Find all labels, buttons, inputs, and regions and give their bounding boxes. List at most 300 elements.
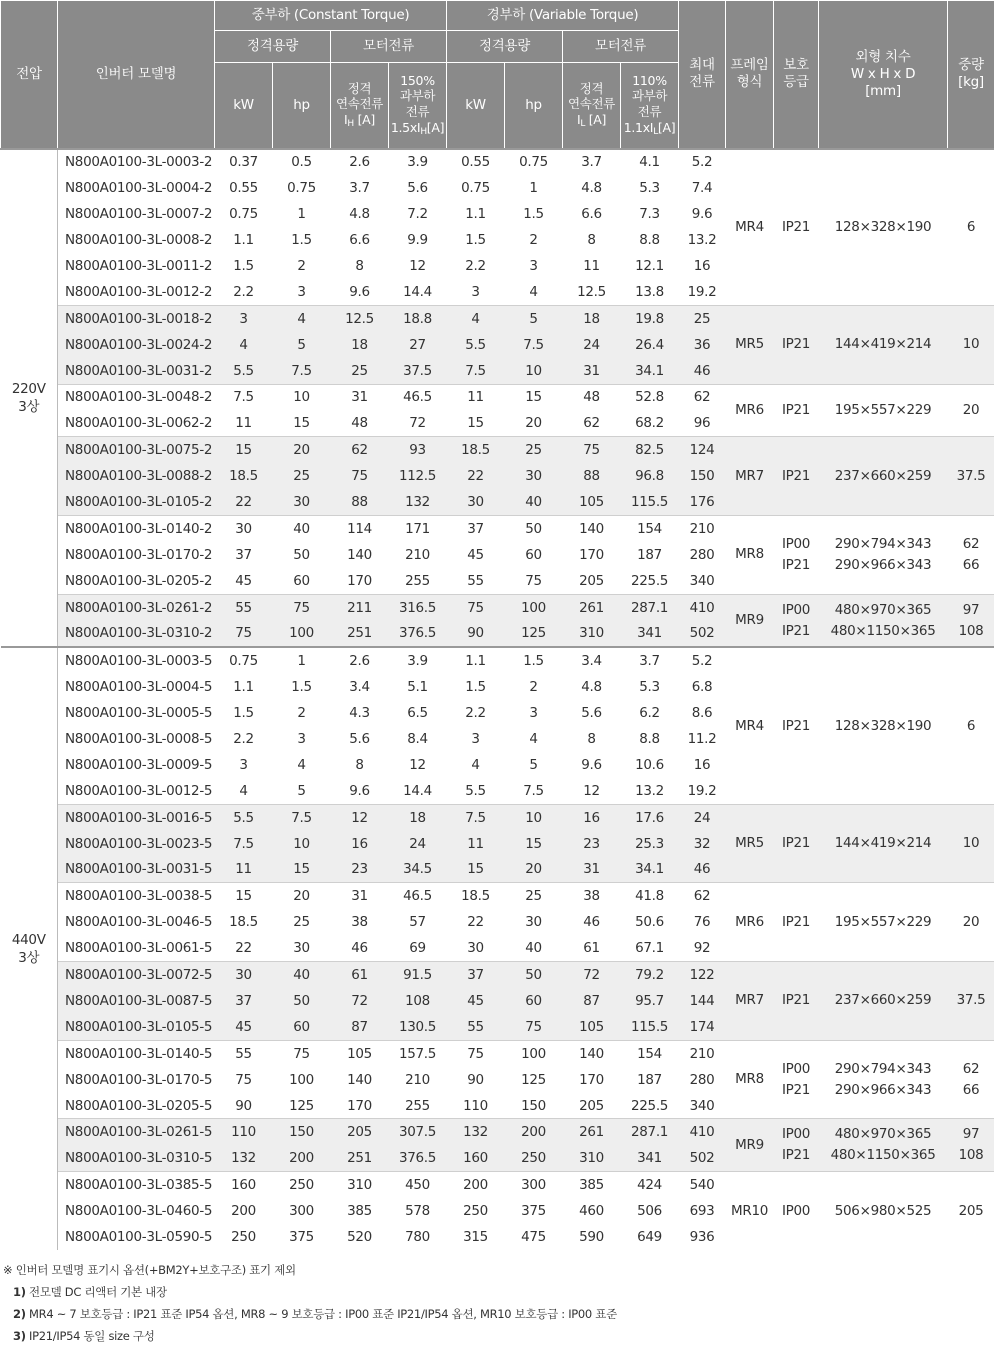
frame-cell: MR7 [726,962,774,1041]
nd-kw-cell: 11 [447,831,505,857]
nd-kw-cell: 75 [447,1040,505,1066]
nd-hp-cell: 2 [529,679,538,696]
hd-continuous-current-cell: 48 [351,415,368,432]
hd-hp-cell: 10 [273,831,331,857]
dimensions-cell: 237×660×259 [819,962,948,1041]
header-model: 인버터 모델명 [58,1,215,149]
model-cell: N800A0100-3L-0003-5 [58,647,215,674]
nd-hp-cell: 60 [505,988,563,1014]
hd-hp-cell: 40 [273,962,331,988]
nd-hp-cell: 15 [505,831,563,857]
hd-kw-cell: 15 [215,437,273,463]
nd-continuous-current-cell: 8 [587,731,596,748]
hd-continuous-current-cell: 72 [331,988,389,1014]
nd-kw-cell: 18.5 [447,437,505,463]
nd-kw-cell: 90 [467,1071,484,1088]
hd-kw-cell: 3 [239,756,248,773]
model-cell: N800A0100-3L-0023-5 [58,831,215,857]
protection-cell: IP21 [774,647,819,804]
nd-kw-cell: 200 [447,1172,505,1198]
protection-cell: IP21 [774,437,819,516]
hd-continuous-current-cell: 520 [347,1228,372,1245]
hd-kw-cell: 4 [215,332,273,358]
max-current-cell: 62 [679,384,726,410]
nd-hp-cell: 7.5 [523,782,544,799]
header-frame: 프레임 형식 [726,1,774,149]
hd-overload-current-cell: 69 [409,940,426,957]
hd-continuous-current-cell: 18 [331,332,389,358]
dimensions-cell: 237×660×259 [819,437,948,516]
max-current-cell: 46 [679,358,726,384]
nd-continuous-current-cell: 4.8 [581,679,602,696]
nd-kw-cell: 7.5 [447,358,505,384]
nd-kw-cell: 7.5 [447,804,505,830]
nd-kw-cell: 18.5 [447,883,505,909]
hd-kw-cell: 0.37 [215,149,273,176]
hd-hp-cell: 50 [273,988,331,1014]
nd-overload-current-cell: 8.8 [639,232,660,249]
nd-hp-cell: 7.5 [505,332,563,358]
hd-overload-current-cell: 157.5 [389,1040,447,1066]
nd-overload-current-cell: 52.8 [621,384,679,410]
nd-hp-cell: 5 [529,756,538,773]
model-cell: N800A0100-3L-0062-2 [65,415,213,432]
protection-cell: IP00 IP21 [774,1040,819,1119]
max-current-cell: 124 [679,437,726,463]
nd-continuous-current-cell: 3.4 [563,647,621,674]
hd-overload-current-cell: 578 [405,1203,430,1220]
nd-hp-cell: 50 [505,515,563,541]
dimensions-cell: 480×970×365 480×1150×365 [819,594,948,647]
header-nd-overload-current: 110% 과부하 전류 $1.1xI_L[A]$ [621,63,679,149]
hd-overload-current-cell: 5.1 [407,679,428,696]
header-nd-kw: kW [447,63,505,149]
nd-continuous-current-cell: 72 [563,962,621,988]
hd-kw-cell: 22 [215,489,273,515]
hd-overload-current-cell: 316.5 [389,594,447,620]
nd-hp-cell: 250 [505,1145,563,1171]
hd-kw-cell: 11 [215,857,273,883]
dimensions-cell: 195×557×229 [819,883,948,962]
table-row [1,384,994,410]
hd-kw-cell: 200 [231,1203,256,1220]
hd-overload-current-cell: 132 [389,489,447,515]
hd-kw-cell: 55 [215,1040,273,1066]
nd-kw-cell: 4 [471,756,480,773]
max-current-cell: 144 [679,988,726,1014]
max-current-cell: 210 [679,1040,726,1066]
weight-cell: 6 [948,149,994,306]
nd-hp-cell: 40 [505,489,563,515]
model-cell: N800A0100-3L-0005-5 [65,705,213,722]
hd-kw-cell: 15 [215,883,273,909]
hd-overload-current-cell: 450 [389,1172,447,1198]
hd-overload-current-cell: 72 [409,415,426,432]
hd-overload-current-cell: 57 [409,914,426,931]
hd-overload-current-cell: 780 [405,1228,430,1245]
hd-kw-cell: 4 [239,782,248,799]
header-heavy-duty: 중부하 (Constant Torque) [215,1,447,31]
hd-continuous-current-cell: 8 [355,258,364,274]
nd-overload-current-cell: 79.2 [621,962,679,988]
nd-hp-cell: 20 [505,857,563,883]
nd-kw-cell: 55 [447,1014,505,1040]
nd-continuous-current-cell: 38 [563,883,621,909]
header-protection: 보호 등급 [774,1,819,149]
footnotes [3,1259,617,1347]
hd-hp-cell: 75 [273,1040,331,1066]
hd-overload-current-cell: 255 [405,1097,430,1114]
protection-cell: IP21 [774,883,819,962]
nd-overload-current-cell: 154 [621,1040,679,1066]
max-current-cell: 13.2 [687,232,717,249]
hd-continuous-current-cell: 105 [331,1040,389,1066]
nd-kw-cell: 37 [447,515,505,541]
hd-overload-current-cell: 112.5 [389,463,447,489]
hd-kw-cell: 1.1 [233,679,254,696]
nd-hp-cell: 4 [529,731,538,748]
protection-cell: IP21 [774,384,819,437]
model-cell: N800A0100-3L-0088-2 [58,463,215,489]
hd-kw-cell: 2.2 [233,731,254,748]
table-row [1,437,994,463]
voltage-cell: 440V 3상 [1,647,58,1249]
nd-continuous-current-cell: 24 [563,332,621,358]
max-current-cell: 76 [693,914,711,931]
nd-hp-cell: 1 [529,180,538,197]
nd-overload-current-cell: 68.2 [635,415,664,432]
model-cell: N800A0100-3L-0310-2 [58,621,215,648]
nd-kw-cell: 315 [463,1228,488,1245]
protection-cell: IP00 IP21 [774,1119,819,1172]
hd-continuous-current-cell: 9.6 [349,782,370,799]
frame-cell: MR8 [726,1040,774,1119]
nd-kw-cell: 1.5 [465,232,486,249]
hd-kw-cell: 7.5 [215,831,273,857]
nd-overload-current-cell: 115.5 [621,1014,679,1040]
table-row [1,515,994,541]
header-hd-kw: kW [215,63,273,149]
hd-hp-cell: 3 [297,731,306,748]
nd-continuous-current-cell: 140 [563,1040,621,1066]
header-hd-motor-current: 모터전류 [331,31,447,63]
hd-hp-cell: 375 [289,1228,314,1245]
hd-kw-cell: 0.55 [229,180,258,197]
nd-overload-current-cell: 341 [621,1145,679,1171]
nd-kw-cell: 0.55 [447,149,505,176]
nd-hp-cell: 20 [525,415,542,432]
nd-kw-cell: 1.5 [465,679,486,696]
frame-cell: MR4 [726,647,774,804]
nd-overload-current-cell: 4.1 [621,149,679,176]
model-cell: N800A0100-3L-0003-2 [58,149,215,176]
hd-hp-cell: 7.5 [273,804,331,830]
hd-overload-current-cell: 6.5 [407,705,428,722]
hd-continuous-current-cell: 3.4 [349,679,370,696]
nd-kw-cell: 5.5 [447,332,505,358]
hd-hp-cell: 25 [293,914,310,931]
hd-continuous-current-cell: 46 [351,940,368,957]
nd-kw-cell: 250 [463,1203,488,1220]
hd-hp-cell: 7.5 [273,358,331,384]
frame-cell: MR9 [726,1119,774,1172]
hd-overload-current-cell: 34.5 [389,857,447,883]
hd-hp-cell: 30 [293,940,310,957]
nd-overload-current-cell: 154 [621,515,679,541]
nd-continuous-current-cell: 6.6 [581,206,602,223]
max-current-cell: 340 [689,572,715,589]
nd-hp-cell: 300 [505,1172,563,1198]
nd-kw-cell: 30 [467,940,484,957]
dimensions-cell: 290×794×343 290×966×343 [819,515,948,594]
hd-hp-cell: 10 [273,384,331,410]
hd-overload-current-cell: 18 [389,804,447,830]
hd-continuous-current-cell: 12.5 [331,305,389,331]
nd-overload-current-cell: 50.6 [635,914,664,931]
hd-continuous-current-cell: 75 [331,463,389,489]
nd-kw-cell: 55 [467,572,484,589]
hd-kw-cell: 132 [215,1145,273,1171]
model-cell: N800A0100-3L-0205-2 [65,572,213,589]
nd-continuous-current-cell: 261 [563,1119,621,1145]
hd-continuous-current-cell: 140 [347,546,372,563]
nd-overload-current-cell: 649 [637,1228,662,1245]
hd-overload-current-cell: 171 [389,515,447,541]
hd-hp-cell: 75 [273,594,331,620]
max-current-cell: 25 [679,305,726,331]
hd-overload-current-cell: 255 [405,572,430,589]
table-row [1,1119,994,1145]
nd-continuous-current-cell: 61 [583,940,600,957]
nd-overload-current-cell: 13.2 [635,782,664,799]
max-current-cell: 540 [679,1172,726,1198]
header-hd-rated-capacity: 정격용량 [215,31,331,63]
nd-hp-cell: 40 [525,940,542,957]
nd-hp-cell: 3 [529,258,538,274]
header-nd-hp: hp [505,63,563,149]
hd-kw-cell: 1.1 [233,232,254,249]
hd-hp-cell: 0.75 [287,180,316,197]
hd-overload-current-cell: 37.5 [389,358,447,384]
hd-continuous-current-cell: 205 [331,1119,389,1145]
nd-continuous-current-cell: 4.8 [581,180,602,197]
max-current-cell: 11.2 [687,731,717,748]
nd-overload-current-cell: 34.1 [621,358,679,384]
hd-kw-cell: 45 [215,1014,273,1040]
nd-kw-cell: 0.75 [461,180,490,197]
hd-hp-cell: 100 [273,621,331,648]
hd-kw-cell: 75 [235,1071,252,1088]
max-current-cell: 410 [679,594,726,620]
nd-overload-current-cell: 34.1 [621,857,679,883]
nd-hp-cell: 150 [521,1097,546,1114]
nd-overload-current-cell: 8.8 [639,731,660,748]
protection-cell: IP00 IP21 [774,594,819,647]
model-cell: N800A0100-3L-0140-2 [58,515,215,541]
nd-continuous-current-cell: 31 [563,358,621,384]
nd-continuous-current-cell: 75 [563,437,621,463]
hd-overload-current-cell: 18.8 [389,305,447,331]
table-row [1,962,994,988]
header-max-current: 최대 전류 [679,1,726,149]
nd-hp-cell: 75 [505,1014,563,1040]
hd-hp-cell: 2 [297,705,306,722]
max-current-cell: 16 [693,756,711,773]
hd-kw-cell: 75 [215,621,273,648]
protection-cell: IP00 [774,1172,819,1250]
dimensions-cell: 144×419×214 [819,804,948,883]
max-current-cell: 19.2 [687,283,717,300]
nd-kw-cell: 90 [447,621,505,648]
hd-kw-cell: 1.5 [233,705,254,722]
hd-continuous-current-cell: 25 [331,358,389,384]
hd-kw-cell: 37 [215,988,273,1014]
hd-kw-cell: 250 [231,1228,256,1245]
hd-hp-cell: 1 [297,206,306,223]
protection-cell: IP21 [774,149,819,306]
nd-kw-cell: 45 [467,546,484,563]
max-current-cell: 36 [679,332,726,358]
nd-continuous-current-cell: 88 [563,463,621,489]
table-row [1,804,994,830]
max-current-cell: 174 [679,1014,726,1040]
max-current-cell: 9.6 [691,206,713,223]
table-header [1,1,994,149]
hd-continuous-current-cell: 140 [347,1071,372,1088]
nd-continuous-current-cell: 310 [563,1145,621,1171]
hd-hp-cell: 3 [297,283,306,300]
nd-overload-current-cell: 341 [621,621,679,648]
max-current-cell: 8.6 [691,705,713,722]
nd-overload-current-cell: 95.7 [621,988,679,1014]
hd-continuous-current-cell: 23 [331,857,389,883]
hd-kw-cell: 2.2 [233,283,254,300]
hd-overload-current-cell: 12 [409,258,426,274]
nd-hp-cell: 100 [505,1040,563,1066]
model-cell: N800A0100-3L-0140-5 [58,1040,215,1066]
model-cell: N800A0100-3L-0460-5 [65,1203,213,1220]
weight-cell: 6 [948,647,994,804]
max-current-cell: 24 [679,804,726,830]
model-cell: N800A0100-3L-0075-2 [58,437,215,463]
dimensions-cell: 195×557×229 [819,384,948,437]
hd-kw-cell: 1.5 [233,258,254,274]
weight-cell: 10 [948,804,994,883]
nd-overload-current-cell: 26.4 [621,332,679,358]
hd-overload-current-cell: 130.5 [389,1014,447,1040]
nd-kw-cell: 22 [447,463,505,489]
dimensions-cell: 506×980×525 [819,1172,948,1250]
model-cell: N800A0100-3L-0046-5 [65,914,213,931]
hd-hp-cell: 60 [273,1014,331,1040]
hd-overload-current-cell: 376.5 [389,1145,447,1171]
nd-hp-cell: 60 [525,546,542,563]
model-cell: N800A0100-3L-0170-5 [65,1071,213,1088]
hd-hp-cell: 25 [273,463,331,489]
model-cell: N800A0100-3L-0261-5 [58,1119,215,1145]
model-cell: N800A0100-3L-0024-2 [58,332,215,358]
nd-continuous-current-cell: 48 [563,384,621,410]
nd-continuous-current-cell: 170 [579,1071,604,1088]
hd-overload-current-cell: 3.9 [389,647,447,674]
frame-cell: MR7 [726,437,774,516]
hd-overload-current-cell: 3.9 [389,149,447,176]
frame-cell: MR9 [726,594,774,647]
hd-hp-cell: 1.5 [291,232,312,249]
hd-kw-cell: 30 [215,962,273,988]
hd-hp-cell: 4 [273,305,331,331]
nd-continuous-current-cell: 105 [563,1014,621,1040]
nd-overload-current-cell: 287.1 [621,594,679,620]
hd-continuous-current-cell: 3.7 [349,180,370,197]
hd-overload-current-cell: 376.5 [389,621,447,648]
model-cell: N800A0100-3L-0031-2 [58,358,215,384]
nd-overload-current-cell: 96.8 [621,463,679,489]
voltage-cell: 220V 3상 [1,149,58,648]
nd-overload-current-cell: 10.6 [635,756,664,773]
table-row [1,594,994,620]
hd-continuous-current-cell: 88 [331,489,389,515]
hd-kw-cell: 18.5 [215,463,273,489]
nd-kw-cell: 132 [447,1119,505,1145]
hd-kw-cell: 55 [215,594,273,620]
nd-hp-cell: 30 [505,463,563,489]
nd-continuous-current-cell: 105 [563,489,621,515]
footnote-main: ※ 인버터 모델명 표기시 옵션(+BM2Y+보호구조) 표기 제외 [3,1263,296,1277]
hd-continuous-current-cell: 16 [331,831,389,857]
hd-continuous-current-cell: 5.6 [349,731,370,748]
model-cell: N800A0100-3L-0105-5 [58,1014,215,1040]
table-row [1,1040,994,1066]
nd-continuous-current-cell: 46 [583,914,600,931]
frame-cell: MR5 [726,804,774,883]
max-current-cell: 936 [689,1228,715,1245]
model-cell: N800A0100-3L-0007-2 [65,206,213,223]
hd-overload-current-cell: 46.5 [389,384,447,410]
dimensions-cell: 290×794×343 290×966×343 [819,1040,948,1119]
hd-kw-cell: 11 [235,415,252,432]
nd-continuous-current-cell: 5.6 [581,705,602,722]
nd-continuous-current-cell: 385 [563,1172,621,1198]
nd-overload-current-cell: 5.3 [639,679,660,696]
hd-continuous-current-cell: 211 [331,594,389,620]
hd-kw-cell: 0.75 [229,206,258,223]
model-cell: N800A0100-3L-0048-2 [58,384,215,410]
weight-cell: 205 [948,1172,994,1250]
model-cell: N800A0100-3L-0061-5 [65,940,213,957]
hd-hp-cell: 1.5 [291,679,312,696]
max-current-cell: 150 [679,463,726,489]
max-current-cell: 96 [693,415,711,432]
hd-continuous-current-cell: 61 [331,962,389,988]
hd-continuous-current-cell: 2.6 [331,647,389,674]
nd-hp-cell: 475 [521,1228,546,1245]
hd-kw-cell: 3 [215,305,273,331]
nd-continuous-current-cell: 12 [583,782,600,799]
nd-continuous-current-cell: 170 [579,546,604,563]
max-current-cell: 19.2 [687,782,717,799]
protection-cell: IP21 [774,305,819,384]
header-dimensions: 외형 치수 W x H x D [mm] [819,1,948,149]
max-current-cell: 280 [689,1071,715,1088]
nd-overload-current-cell: 19.8 [621,305,679,331]
nd-kw-cell: 45 [447,988,505,1014]
max-current-cell: 122 [679,962,726,988]
weight-cell: 62 66 [948,515,994,594]
header-nd-continuous-current: 정격 연속전류 $I_L$ [A] [563,63,621,149]
header-nd-motor-current: 모터전류 [563,31,679,63]
nd-overload-current-cell: 225.5 [630,1097,669,1114]
